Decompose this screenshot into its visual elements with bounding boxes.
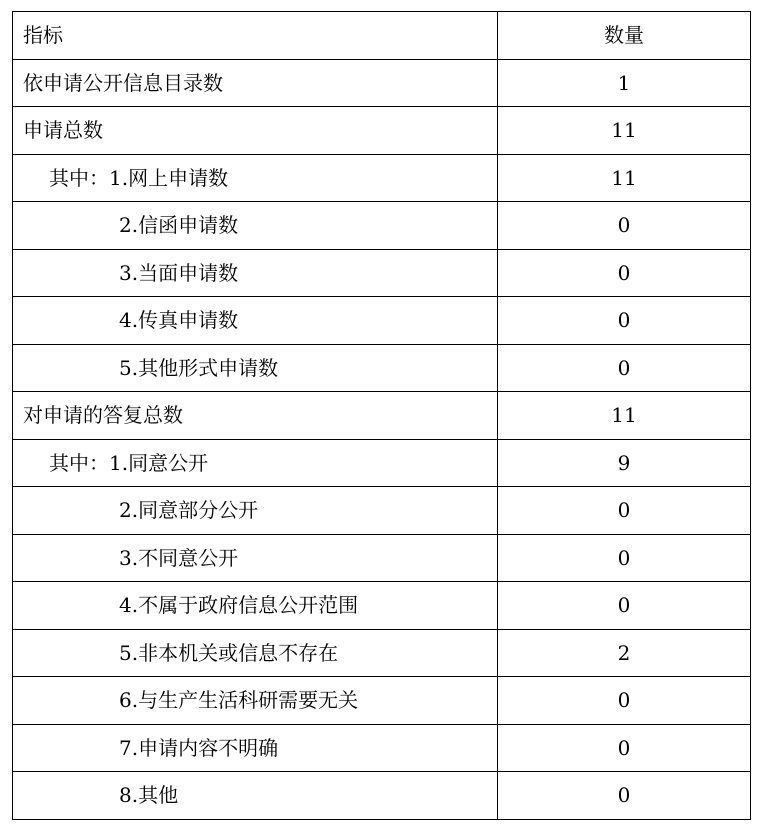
row-value: 0 — [498, 534, 751, 582]
row-label: 3.不同意公开 — [13, 534, 498, 582]
row-value: 0 — [498, 344, 751, 392]
row-value: 0 — [498, 677, 751, 725]
table-row — [13, 59, 751, 107]
row-value: 11 — [498, 392, 751, 440]
table-row — [13, 154, 751, 202]
row-value: 11 — [498, 154, 751, 202]
table-row — [13, 534, 751, 582]
table-row — [13, 582, 751, 630]
row-value: 0 — [498, 772, 751, 820]
row-label: 3.当面申请数 — [13, 249, 498, 297]
row-label: 2.信函申请数 — [13, 202, 498, 250]
row-value: 1 — [498, 59, 751, 107]
table-row — [13, 487, 751, 535]
table-row — [13, 677, 751, 725]
row-label: 对申请的答复总数 — [13, 392, 498, 440]
row-label: 申请总数 — [13, 107, 498, 155]
row-label: 其中：1.网上申请数 — [13, 154, 498, 202]
row-value: 0 — [498, 249, 751, 297]
table-row — [13, 297, 751, 345]
row-value: 0 — [498, 724, 751, 772]
table-row — [13, 249, 751, 297]
table-row — [13, 439, 751, 487]
row-value: 0 — [498, 297, 751, 345]
row-value: 0 — [498, 582, 751, 630]
row-label: 2.同意部分公开 — [13, 487, 498, 535]
header-indicator: 指标 — [13, 12, 498, 60]
row-label: 5.非本机关或信息不存在 — [13, 629, 498, 677]
table-row — [13, 392, 751, 440]
row-label: 7.申请内容不明确 — [13, 724, 498, 772]
table-row — [13, 772, 751, 820]
row-label: 8.其他 — [13, 772, 498, 820]
row-value: 0 — [498, 487, 751, 535]
table-row — [13, 724, 751, 772]
table-header-row — [13, 12, 751, 60]
row-label: 6.与生产生活科研需要无关 — [13, 677, 498, 725]
table-row — [13, 107, 751, 155]
table-row — [13, 202, 751, 250]
table-row — [13, 344, 751, 392]
row-label: 依申请公开信息目录数 — [13, 59, 498, 107]
row-label: 5.其他形式申请数 — [13, 344, 498, 392]
row-label: 4.传真申请数 — [13, 297, 498, 345]
row-value: 0 — [498, 202, 751, 250]
header-quantity: 数量 — [498, 12, 751, 60]
row-value: 11 — [498, 107, 751, 155]
row-label: 其中：1.同意公开 — [13, 439, 498, 487]
statistics-table — [12, 11, 751, 820]
table-row — [13, 629, 751, 677]
row-label: 4.不属于政府信息公开范围 — [13, 582, 498, 630]
row-value: 2 — [498, 629, 751, 677]
row-value: 9 — [498, 439, 751, 487]
